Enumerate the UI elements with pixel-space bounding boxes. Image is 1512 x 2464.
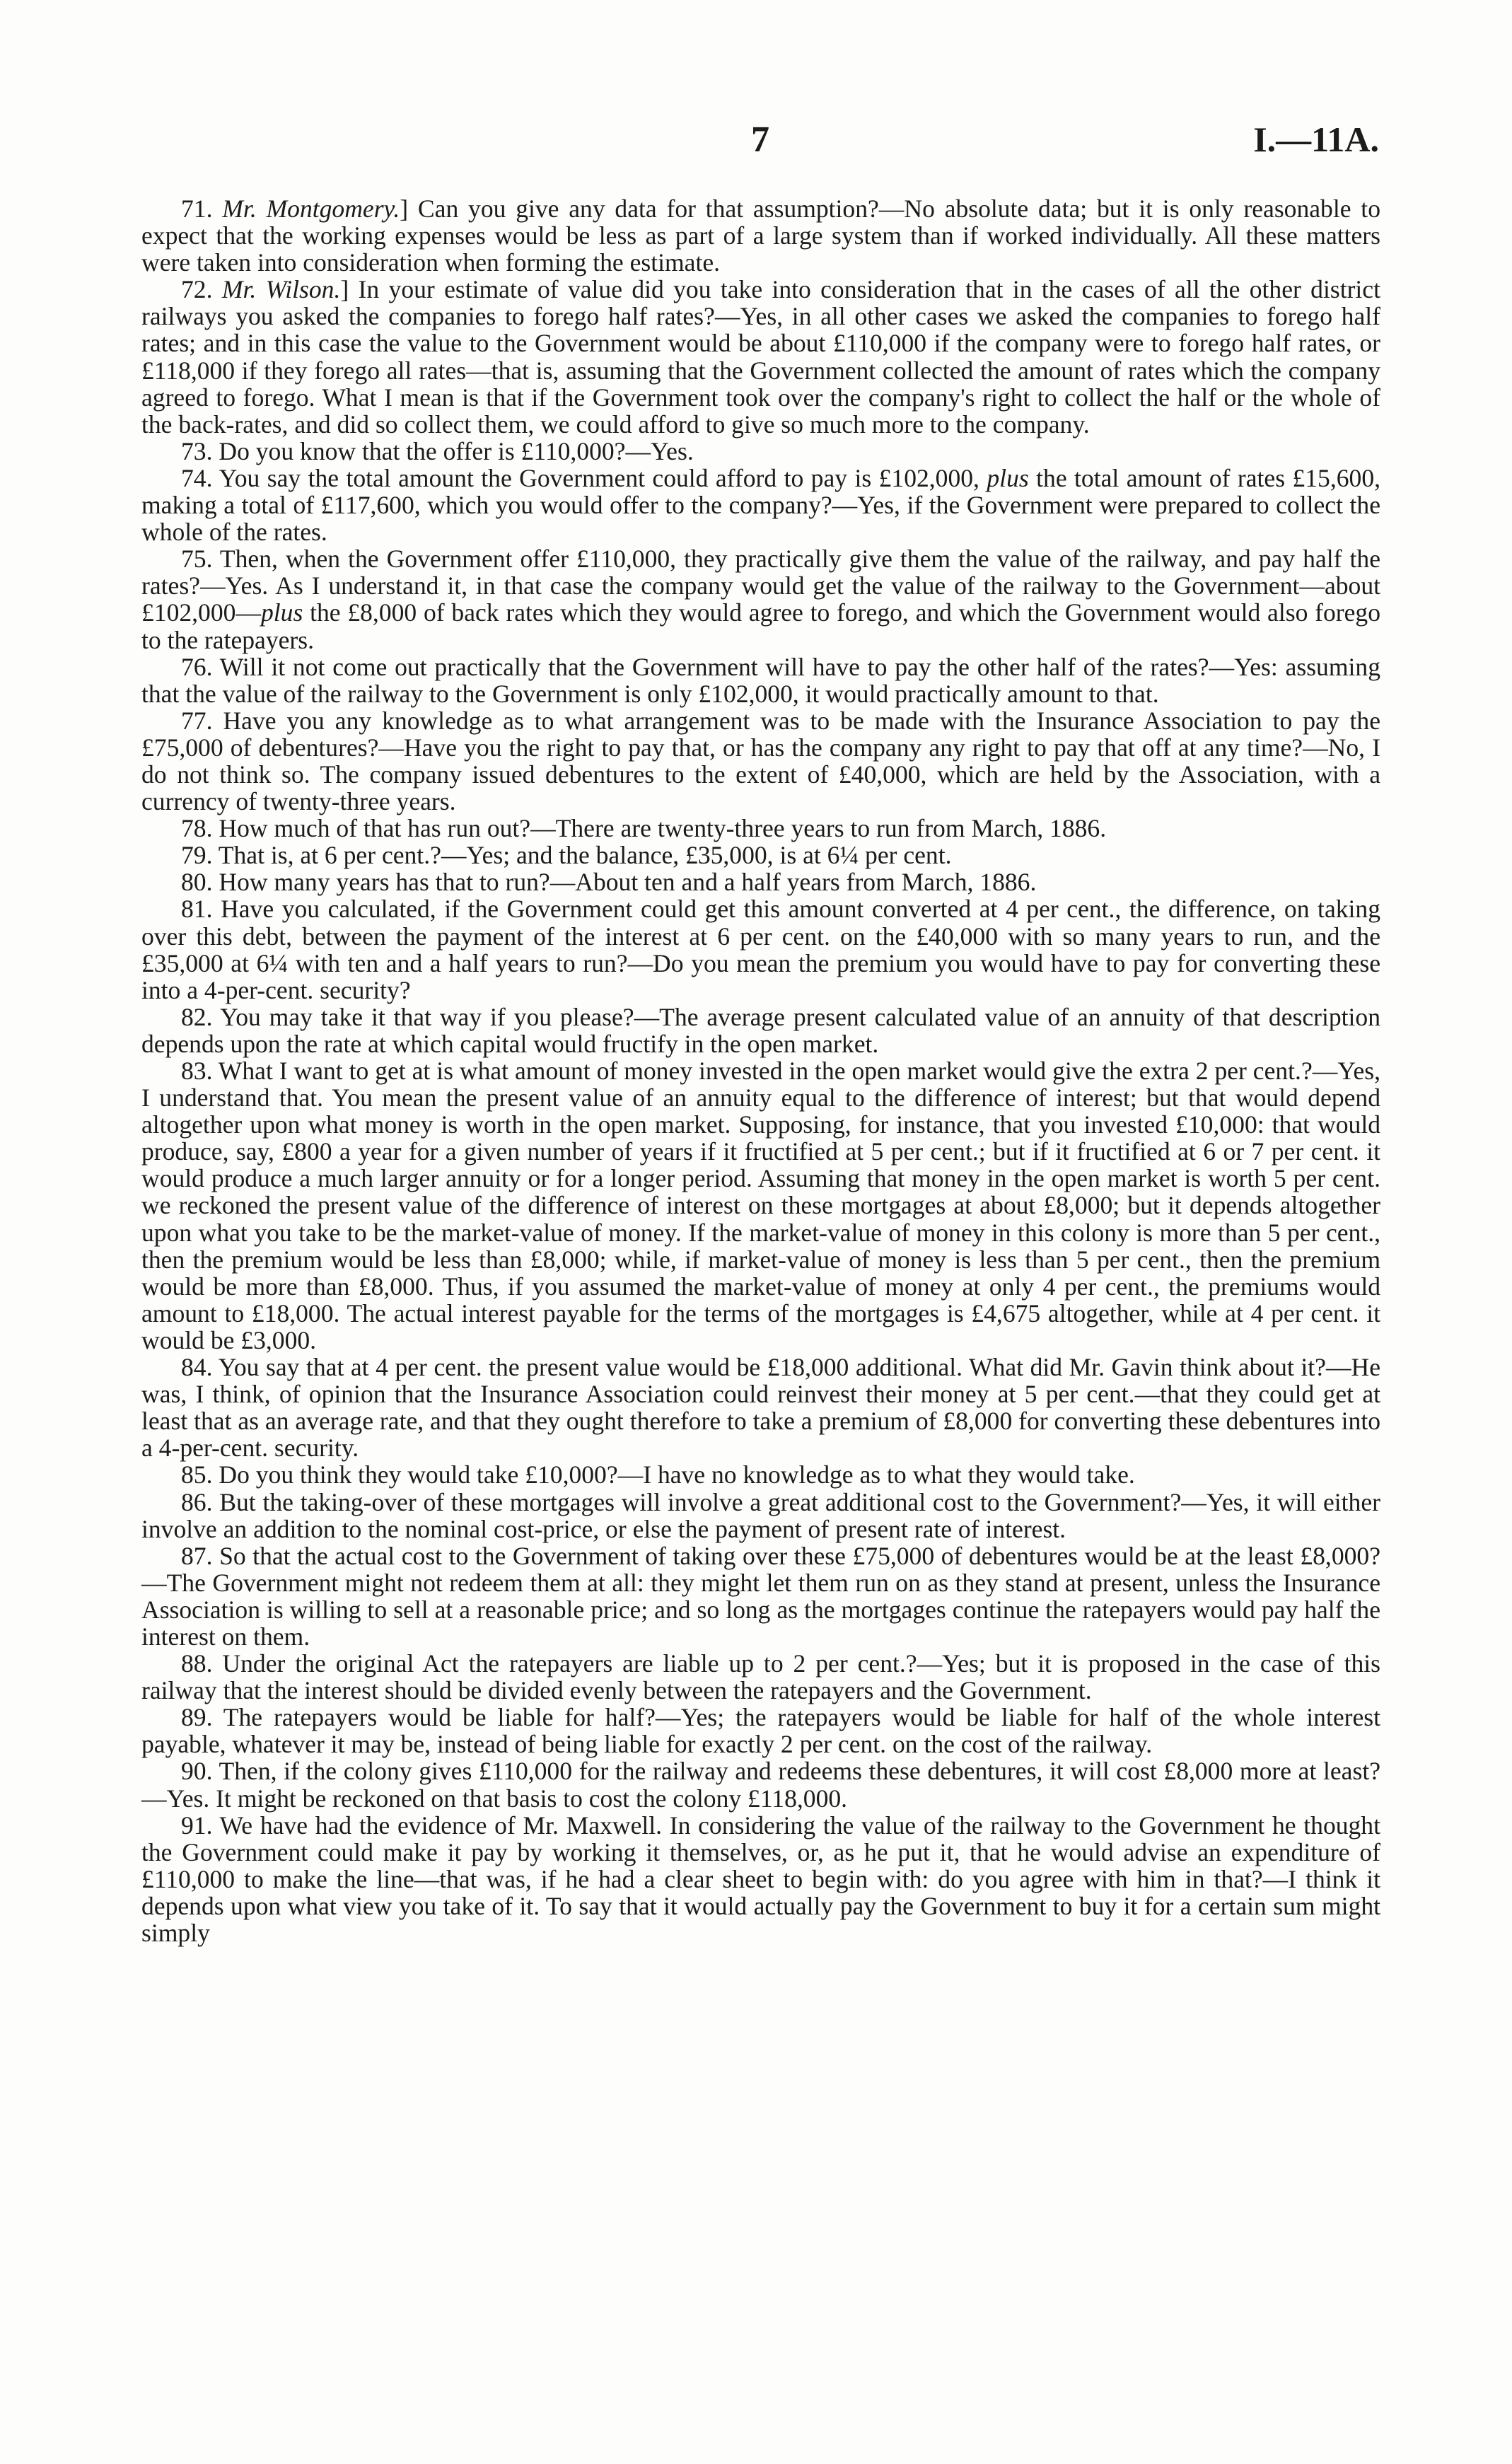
paragraph-76: [141, 653, 1380, 707]
paragraph-87: [141, 1542, 1380, 1650]
paragraph-75: [141, 545, 1380, 653]
page-header: [141, 119, 1379, 175]
paragraph-text: We have had the evidence of Mr. Maxwell. In considering the value of the railway to the Government he thought the Government could make it pay by working it themselves, or, as he put it, that he would advise an expenditure of £110,000 to make the line—that was, if he had a clear sheet to begin with: do you agree with him in that?—I think it depends upon what view you take of it. To say that it would actually pay the Government to buy it for a certain sum might simply: [141, 1811, 1380, 1947]
paragraph-text: Will it not come out practically that the Government will have to pay the other half of the rates?—Yes: assuming that the value of the railway to the Government is only £102,000, it would practically amount to that.: [141, 652, 1380, 708]
paragraph-text: The ratepayers would be liable for half?—Yes; the ratepayers would be liable for half of the whole interest payable, whatever it may be, instead of being liable for exactly 2 per cent. on the cost of the railway.: [141, 1703, 1380, 1759]
paragraph-text: Have you calculated, if the Government could get this amount converted at 4 per cent., the difference, on taking over this debt, between the payment of the interest at 6 per cent. on the £40,000 with so many years to run, and the £35,000 at 6¼ with ten and a half years to run?—Do you mean the premium you would have to pay for converting these into a 4-per-cent. security?: [141, 895, 1380, 1004]
paragraph-89: [141, 1704, 1380, 1757]
paragraph-number: 75.: [181, 545, 213, 574]
paragraph-text-a: Then, when the Government offer £110,000, they practically give them the value of the railway, and pay half the rates?—Yes. As I understand it, in that case the company would get the value of the railway to the Government—about £102,000—: [141, 545, 1380, 627]
paragraph-number: 79.: [181, 841, 213, 870]
paragraph-77: [141, 707, 1380, 815]
paragraph-number: 80.: [181, 868, 213, 897]
paragraph-number: 77.: [181, 706, 213, 735]
paragraph-83: [141, 1057, 1380, 1354]
paragraph-86: [141, 1489, 1380, 1542]
paragraph-number: 72.: [181, 275, 213, 304]
paragraph-85: [141, 1461, 1380, 1488]
speaker-name: Mr. Montgomery.: [222, 194, 400, 223]
paragraph-74: [141, 465, 1380, 545]
paragraph-82: [141, 1004, 1380, 1057]
paragraph-text: You say that at 4 per cent. the present value would be £18,000 additional. What did Mr. Gavin think about it?—He was, I think, of opinion that the Insurance Association could reinvest their money at 5 per cent.—that they could get at least that as an average rate, and that they ought therefore to take a premium of £8,000 for converting these debentures into a 4-per-cent. security.: [141, 1353, 1381, 1463]
paragraph-text: ] Can you give any data for that assumption?—No absolute data; but it is only reasonable to expect that the working expenses would be less as part of a large system than if worked individually. All these matters were taken into consideration when forming the estimate.: [141, 194, 1380, 277]
paragraph-number: 71.: [181, 194, 213, 223]
paragraph-80: [141, 868, 1380, 895]
paragraph-number: 91.: [181, 1811, 213, 1840]
paragraph-number: 86.: [181, 1487, 213, 1516]
paragraph-number: 82.: [181, 1002, 213, 1031]
paragraph-text-b: the £8,000 of back rates which they would agree to forego, and which the Government would also forego to the ratepayers.: [141, 598, 1381, 654]
paragraph-text: You may take it that way if you please?—The average present calculated value of an annuity of that description depends upon the rate at which capital would fructify in the open market.: [141, 1002, 1380, 1058]
paragraph-number: 81.: [181, 895, 213, 924]
paragraph-88: [141, 1650, 1380, 1704]
paragraph-number: 73.: [181, 436, 213, 465]
paragraph-73: [141, 438, 1380, 465]
paragraph-text: So that the actual cost to the Government of taking over these £75,000 of debentures would be at the least £8,000?—The Government might not redeem them at all: they might let them run on as they stand at present, unless the Insurance Association is willing to sell at a reasonable price; and so long as the mortgages continue the ratepayers would pay half the interest on them.: [141, 1541, 1380, 1651]
paragraph-72: [141, 276, 1380, 438]
paragraph-text: How much of that has run out?—There are twenty-three years to run from March, 1886.: [219, 814, 1107, 843]
paragraph-text: Do you know that the offer is £110,000?—Yes.: [219, 436, 694, 465]
paragraph-text: ] In your estimate of value did you take into consideration that in the cases of all the other district railways you asked the companies to forego half rates?—Yes, in all other cases we asked the companies to forego half rates; and in this case the value to the Government would be about £110,000 if the company were to forego half rates, or £118,000 if they forego all rates—that is, assuming that the Government collected the amount of rates which the company agreed to forego. What I mean is that if the Government took over the company's right to collect the half or the whole of the back-rates, and did so collect them, we could afford to give so much more to the company.: [141, 275, 1380, 438]
paragraph-79: [141, 842, 1380, 868]
italic-word: plus: [987, 463, 1029, 492]
paragraph-number: 74.: [181, 463, 213, 492]
paragraph-number: 90.: [181, 1757, 213, 1786]
paragraph-71: [141, 195, 1380, 276]
paragraph-91: [141, 1812, 1380, 1946]
paragraph-text: Then, if the colony gives £110,000 for the railway and redeems these debentures, it will cost £8,000 more at least?—Yes. It might be reckoned on that basis to cost the colony £118,000.: [141, 1757, 1380, 1813]
italic-word: plus: [261, 598, 303, 627]
paragraph-78: [141, 815, 1380, 842]
paragraph-number: 87.: [181, 1541, 213, 1570]
paragraph-90: [141, 1757, 1380, 1811]
paragraph-text: But the taking-over of these mortgages will involve a great additional cost to the Government?—Yes, it will either involve an addition to the nominal cost-price, or else the payment of present rate of interest.: [141, 1487, 1380, 1543]
paragraph-text-b: the total amount of rates £15,600, making a total of £117,600, which you would offer to the company?—Yes, if the Government were prepared to collect the whole of the rates.: [141, 463, 1380, 547]
paragraph-number: 76.: [181, 652, 213, 681]
paragraph-text: What I want to get at is what amount of money invested in the open market would give the extra 2 per cent.?—Yes, I understand that. You mean the present value of an annuity equal to the difference of interest; but that would depend altogether upon what money is worth in the open market. Supposing, for instance, that you invested £10,000: that would produce, say, £800 a year for a given number of years if it fructified at 5 per cent.; but if it fructified at 6 or 7 per cent. it would produce a much larger annuity or for a longer period. Assuming that money in the open market is worth 5 per cent. we reckoned the present value of the difference of interest on these mortgages at about £8,000; but it depends altogether upon what you take to be the market-value of money. If the market-value of money in this colony is more than 5 per cent., then the premium would be less than £8,000; while, if market-value of money is less than 5 per cent., then the premium would be more than £8,000. Thus, if you assumed the market-value of money at only 4 per cent., the premiums would amount to £18,000. The actual interest payable for the terms of the mortgages is £4,675 altogether, while at 4 per cent. it would be £3,000.: [141, 1057, 1380, 1354]
document-reference: I.—11A.: [1253, 120, 1379, 159]
paragraph-81: [141, 895, 1380, 1003]
paragraph-text: Have you any knowledge as to what arrangement was to be made with the Insurance Association to pay the £75,000 of debentures?—Have you the right to pay that, or has the company any right to pay that off at any time?—No, I do not think so. The company issued debentures to the extent of £40,000, which are held by the Association, with a currency of twenty-three years.: [141, 706, 1380, 816]
paragraph-number: 83.: [181, 1057, 213, 1085]
paragraph-text: That is, at 6 per cent.?—Yes; and the balance, £35,000, is at 6¼ per cent.: [218, 841, 952, 870]
paragraph-number: 85.: [181, 1460, 213, 1489]
paragraph-84: [141, 1354, 1380, 1461]
page-number: 7: [751, 120, 769, 160]
paragraph-number: 84.: [181, 1353, 213, 1382]
paragraph-number: 78.: [181, 814, 213, 843]
evidence-text: [141, 195, 1380, 1946]
paragraph-number: 89.: [181, 1703, 213, 1732]
paragraph-text: Under the original Act the ratepayers are liable up to 2 per cent.?—Yes; but it is proposed in the case of this railway that the interest should be divided evenly between the ratepayers and the Government.: [141, 1649, 1380, 1705]
speaker-name: Mr. Wilson.: [221, 275, 341, 304]
paragraph-number: 88.: [181, 1649, 213, 1678]
paragraph-text-a: You say the total amount the Government could afford to pay is £102,000,: [219, 463, 979, 492]
paragraph-text: Do you think they would take £10,000?—I have no knowledge as to what they would take.: [219, 1460, 1135, 1489]
paragraph-text: How many years has that to run?—About ten and a half years from March, 1886.: [219, 868, 1037, 897]
